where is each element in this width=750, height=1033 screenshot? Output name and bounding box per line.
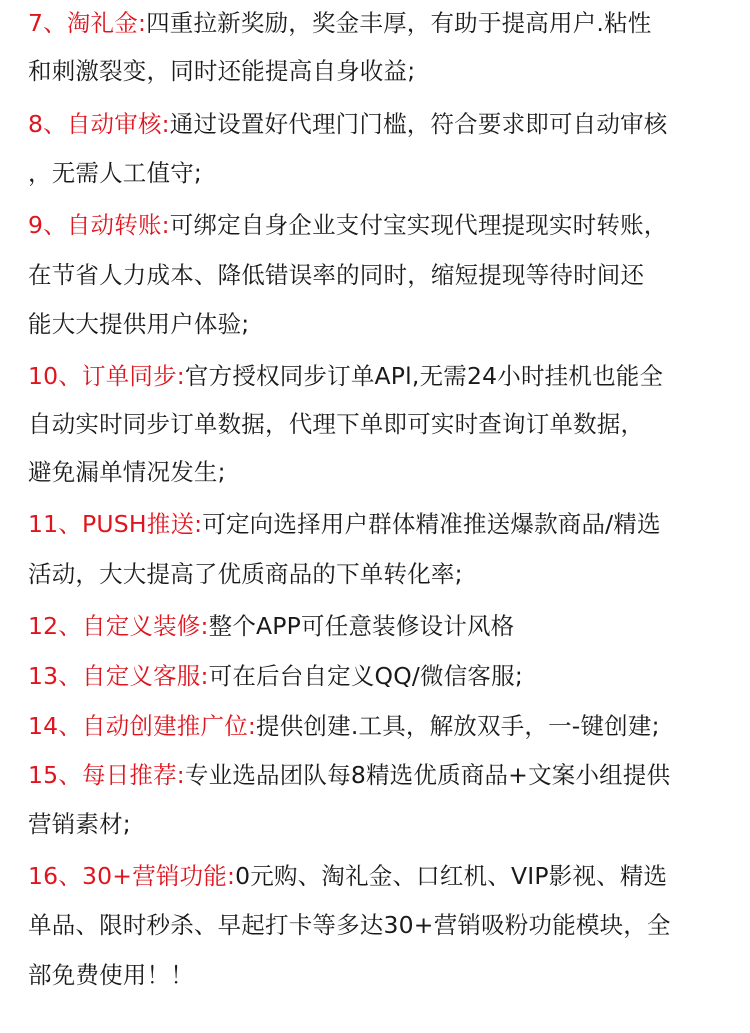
feature-9-text-2: 在节省人力成本、降低错误率的同时，缩短提现等待时间还 <box>28 261 645 289</box>
feature-7-heading: 7、淘礼金: <box>28 9 147 37</box>
feature-7-line-1 <box>28 0 651 46</box>
feature-13-line-1 <box>28 653 523 699</box>
feature-7-text-2: 和刺激裂变，同时还能提高自身收益; <box>28 57 416 85</box>
feature-9-heading: 9、自动转账: <box>28 211 170 239</box>
feature-16-line-3 <box>28 952 194 998</box>
feature-10-heading: 10、订单同步: <box>28 362 185 390</box>
feature-11-text-2: 活动，大大提高了优质商品的下单转化率; <box>28 560 463 588</box>
feature-16-line-2 <box>28 902 671 948</box>
feature-12-line-1 <box>28 603 514 649</box>
feature-9-line-3 <box>28 301 249 347</box>
feature-16-line-1 <box>28 853 667 899</box>
feature-11-line-1 <box>28 501 661 547</box>
feature-13-heading: 13、自定义客服: <box>28 662 209 690</box>
feature-10-line-2 <box>28 401 644 447</box>
feature-9-text-1: 可绑定自身企业支付宝实现代理提现实时转账， <box>169 211 668 239</box>
feature-15-text-1: 专业选品团队每8精选优质商品+文案小组提供 <box>184 761 671 789</box>
feature-9-line-1 <box>28 202 667 248</box>
feature-10-text-3: 避免漏单情况发生; <box>28 458 226 486</box>
feature-16-text-2: 单品、限时秒杀、早起打卡等多达30+营销吸粉功能模块，全 <box>28 911 671 939</box>
feature-9-text-3: 能大大提供用户体验; <box>28 310 250 338</box>
feature-7-line-2 <box>28 48 415 94</box>
feature-16-heading: 16、30+营销功能: <box>28 862 236 890</box>
feature-15-text-2: 营销素材; <box>28 810 131 838</box>
feature-8-heading: 8、自动审核: <box>28 110 170 138</box>
feature-9-line-2 <box>28 252 644 298</box>
feature-15-line-2 <box>28 801 131 847</box>
feature-15-line-1 <box>28 752 670 798</box>
feature-8-line-1 <box>28 101 667 147</box>
feature-10-text-2: 自动实时同步订单数据，代理下单即可实时查询订单数据， <box>28 410 645 438</box>
feature-11-line-2 <box>28 551 463 597</box>
feature-10-line-3 <box>28 449 226 495</box>
feature-12-heading: 12、自定义装修: <box>28 612 209 640</box>
feature-10-line-1 <box>28 353 663 399</box>
feature-11-heading: 11、PUSH推送: <box>28 510 203 538</box>
feature-8-text-2: ，无需人工值守; <box>28 159 203 187</box>
feature-8-line-2 <box>28 150 202 196</box>
feature-14-heading: 14、自动创建推广位: <box>28 712 257 740</box>
feature-16-text-1: 0元购、淘礼金、口红机、VIP影视、精选 <box>235 862 668 890</box>
feature-14-text-1: 提供创建.工具，解放双手，一-键创建; <box>256 712 660 740</box>
feature-13-text-1: 可在后台自定义QQ/微信客服; <box>208 662 523 690</box>
feature-14-line-1 <box>28 703 660 749</box>
feature-15-heading: 15、每日推荐: <box>28 761 185 789</box>
feature-16-text-3: 部免费使用！！ <box>28 961 194 989</box>
feature-10-text-1: 官方授权同步订单APl,无需24小时挂机也能全 <box>184 362 664 390</box>
feature-11-text-1: 可定向选择用户群体精准推送爆款商品/精选 <box>202 510 661 538</box>
feature-8-text-1: 通过设置好代理门门槛，符合要求即可自动审核 <box>169 110 668 138</box>
feature-7-text-1: 四重拉新奖励，奖金丰厚，有助于提高用户.粘性 <box>146 9 652 37</box>
feature-12-text-1: 整个APP可任意装修设计风格 <box>208 612 515 640</box>
